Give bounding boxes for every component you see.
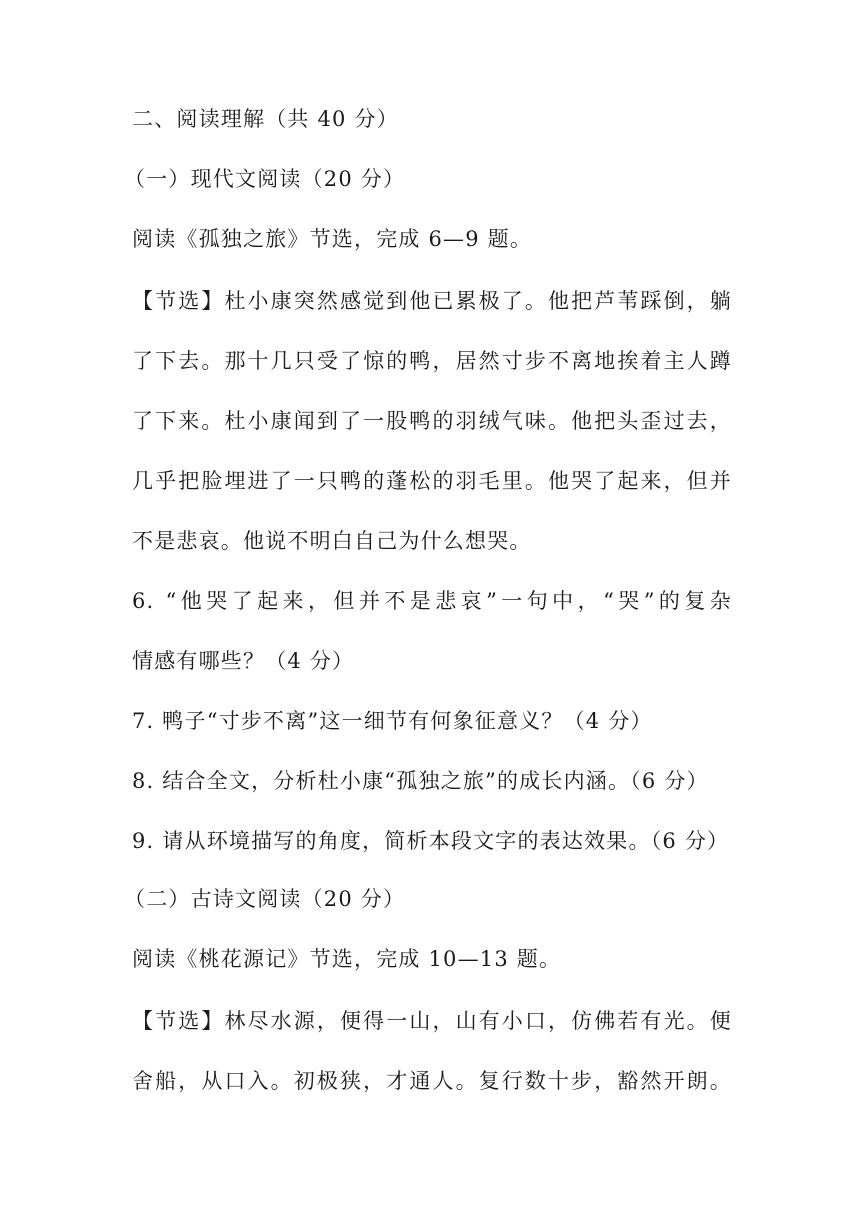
passage-line: 【节选】杜小康突然感觉到他已累极了。他把芦苇踩倒，躺 xyxy=(132,289,732,313)
question-8: 8. 结合全文，分析杜小康“孤独之旅”的成长内涵。（6 分） xyxy=(132,769,709,793)
passage-line: 了下去。那十几只受了惊的鸭，居然寸步不离地挨着主人蹲 xyxy=(132,349,732,373)
passage-line: 了下来。杜小康闻到了一股鸭的羽绒气味。他把头歪过去， xyxy=(132,409,732,433)
question-9: 9. 请从环境描写的角度，简析本段文字的表达效果。（6 分） xyxy=(132,829,730,853)
question-7: 7. 鸭子“寸步不离”这一细节有何象征意义？（4 分） xyxy=(132,709,653,733)
passage-line: 几乎把脸埋进了一只鸭的蓬松的羽毛里。他哭了起来，但并 xyxy=(132,469,732,493)
passage-line: 舍船，从口入。初极狭，才通人。复行数十步，豁然开朗。 xyxy=(132,1069,732,1093)
section-title: 二、阅读理解（共 40 分） xyxy=(132,107,399,131)
part-one-instruction: 阅读《孤独之旅》节选，完成 6—9 题。 xyxy=(132,227,533,251)
part-one-heading: （一）现代文阅读（20 分） xyxy=(124,167,406,191)
passage-line: 不是悲哀。他说不明白自己为什么想哭。 xyxy=(132,529,532,553)
part-two-instruction: 阅读《桃花源记》节选，完成 10—13 题。 xyxy=(132,947,562,971)
question-6: 6. “他哭了起来，但并不是悲哀”一句中，“哭”的复杂 xyxy=(132,589,732,613)
question-6-continued: 情感有哪些？（4 分） xyxy=(132,649,355,673)
passage-line: 【节选】林尽水源，便得一山，山有小口，仿佛若有光。便 xyxy=(132,1009,732,1033)
part-two-heading: （二）古诗文阅读（20 分） xyxy=(124,887,406,911)
